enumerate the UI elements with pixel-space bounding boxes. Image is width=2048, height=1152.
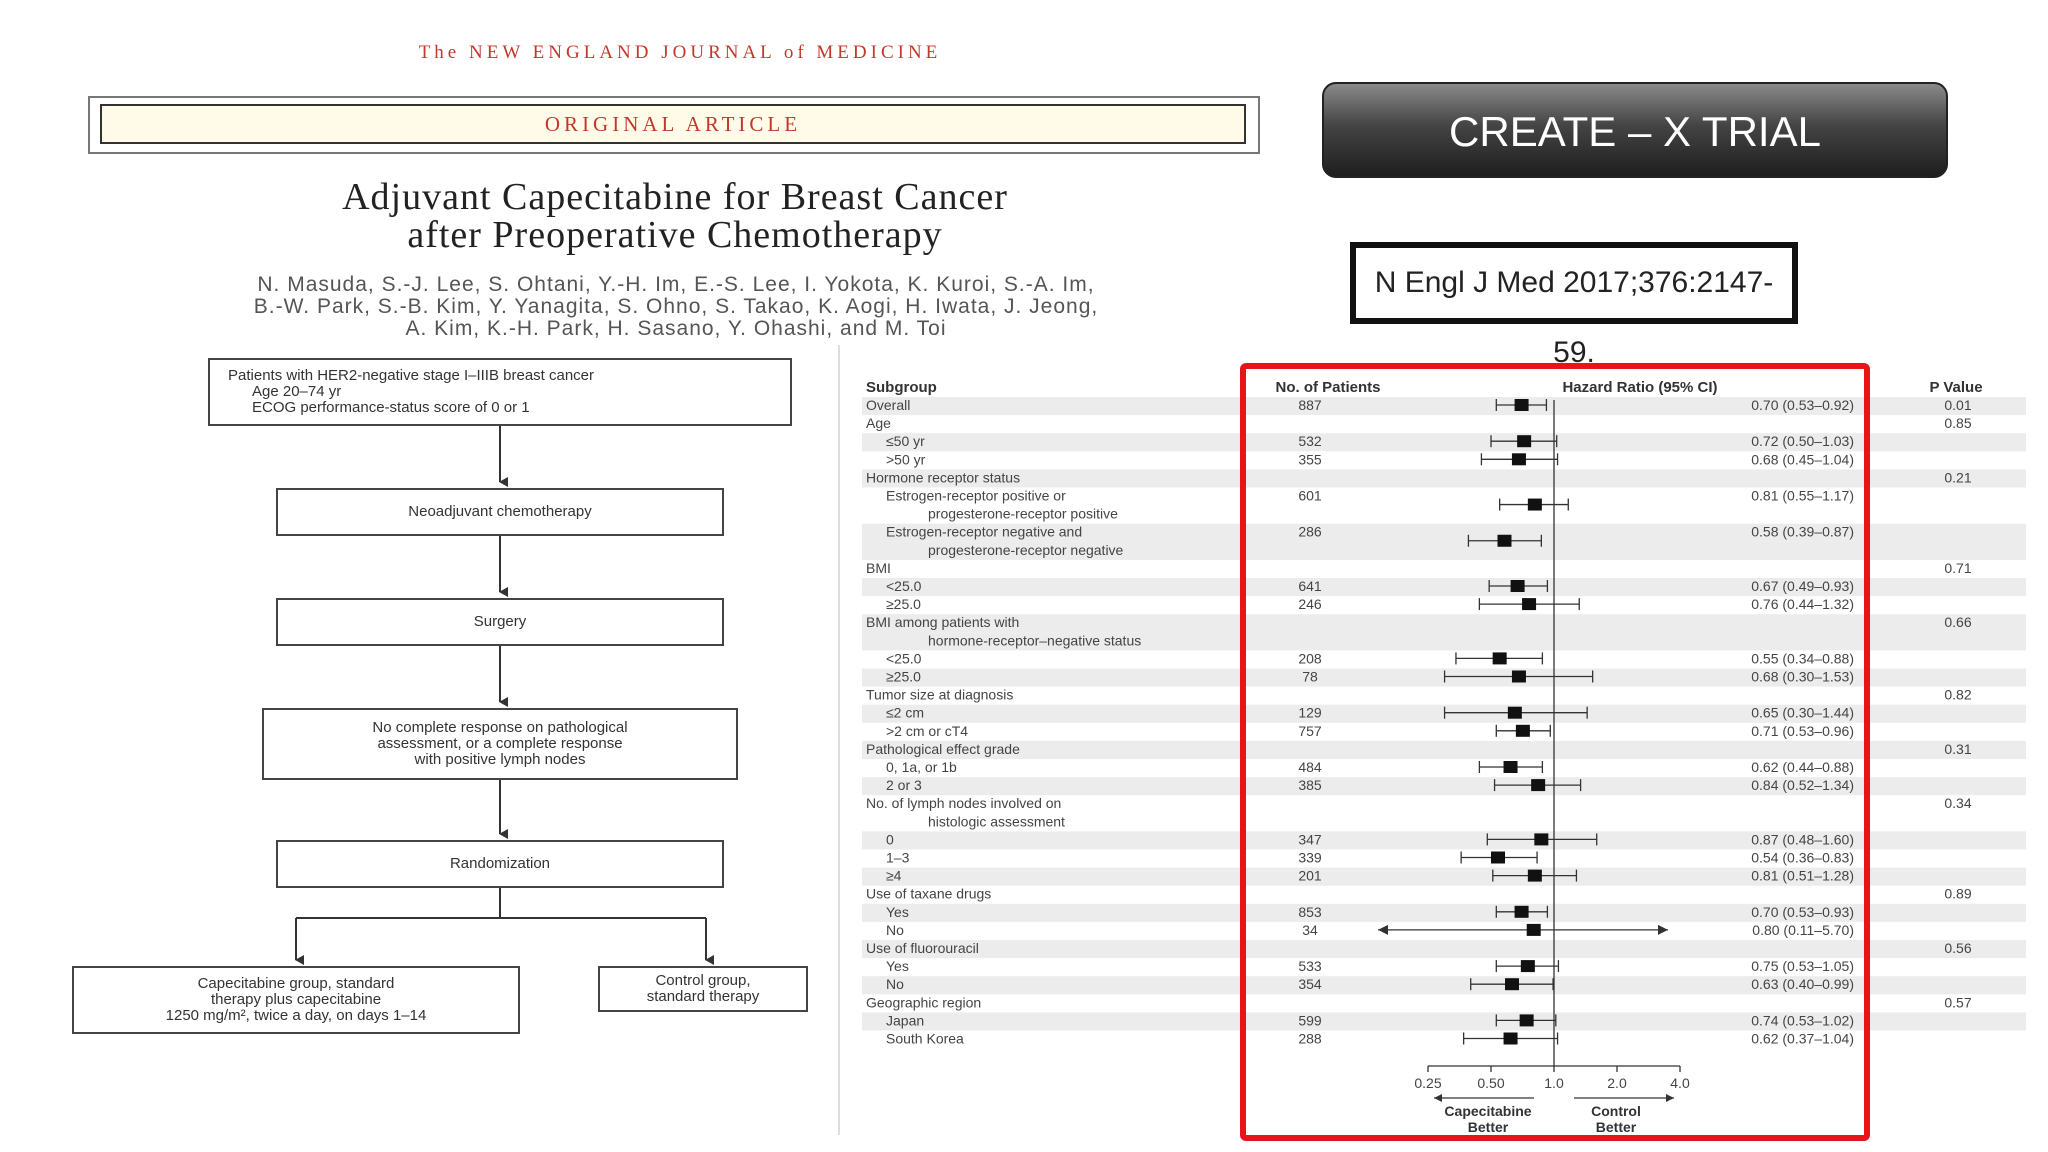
row-patient-count: 601	[1298, 487, 1322, 504]
neoadjuvant-label: Neoadjuvant chemotherapy	[408, 503, 592, 520]
row-label: <25.0	[886, 650, 922, 667]
row-label: BMI among patients with	[866, 614, 1020, 631]
row-hr-text: 0.81 (0.51–1.28)	[1751, 867, 1854, 884]
row-p-value: 0.71	[1944, 559, 1972, 576]
row-patient-count: 201	[1298, 867, 1322, 884]
row-p-value: 0.31	[1944, 740, 1972, 757]
row-label: >2 cm or cT4	[886, 722, 969, 739]
row-patient-count: 853	[1298, 903, 1322, 920]
row-label: Tumor size at diagnosis	[866, 686, 1014, 703]
eligibility-line-1: Patients with HER2-negative stage I–IIIB breast cancer	[228, 367, 595, 384]
row-label: Japan	[886, 1012, 925, 1029]
row-hr-text: 0.62 (0.44–0.88)	[1751, 759, 1854, 775]
row-patient-count: 354	[1298, 976, 1322, 993]
point-estimate	[1528, 499, 1542, 511]
point-estimate	[1504, 761, 1518, 773]
point-estimate	[1515, 906, 1529, 918]
point-estimate	[1515, 399, 1529, 411]
point-estimate	[1521, 960, 1535, 972]
row-p-value: 0.82	[1944, 686, 1972, 703]
row-hr-text: 0.58 (0.39–0.87)	[1751, 523, 1854, 540]
eligibility-line-2: Age 20–74 yr	[252, 383, 342, 400]
row-hr-text: 0.54 (0.36–0.83)	[1751, 849, 1854, 866]
x-tick-label: 4.0	[1670, 1075, 1690, 1091]
row-label: No	[886, 976, 904, 993]
point-estimate	[1511, 580, 1525, 592]
point-estimate	[1527, 924, 1541, 936]
journal-header: The NEW ENGLAND JOURNAL of MEDICINE	[418, 42, 942, 63]
header-patients: No. of Patients	[1275, 379, 1381, 396]
point-estimate	[1504, 1033, 1518, 1045]
row-p-value: 0.66	[1944, 614, 1972, 631]
row-patient-count: 532	[1298, 433, 1322, 450]
row-label: ≤2 cm	[886, 704, 925, 721]
label-better-left: Better	[1467, 1119, 1509, 1135]
row-hr-text: 0.55 (0.34–0.88)	[1751, 650, 1854, 667]
row-label: Estrogen-receptor positive or	[886, 487, 1066, 504]
row-label: Use of taxane drugs	[866, 885, 992, 902]
capecitabine-line-2: therapy plus capecitabine	[210, 991, 382, 1008]
row-patient-count: 533	[1298, 958, 1322, 975]
header-hazard-ratio: Hazard Ratio (95% CI)	[1562, 379, 1718, 396]
row-patient-count: 887	[1298, 397, 1322, 413]
row-label: Age	[866, 415, 891, 432]
row-hr-text: 0.87 (0.48–1.60)	[1751, 831, 1854, 848]
capecitabine-line-3: 1250 mg/m², twice a day, on days 1–14	[165, 1007, 427, 1024]
point-estimate	[1531, 779, 1545, 791]
point-estimate	[1516, 725, 1530, 737]
row-patient-count: 34	[1302, 921, 1318, 938]
row-patient-count: 484	[1298, 759, 1322, 775]
point-estimate	[1505, 978, 1519, 990]
row-label: 1–3	[886, 849, 910, 866]
row-patient-count: 339	[1298, 849, 1322, 866]
section-label: ORIGINAL ARTICLE	[100, 104, 1246, 144]
row-hr-text: 0.65 (0.30–1.44)	[1751, 704, 1854, 721]
row-label: hormone-receptor–negative status	[928, 632, 1142, 649]
header-p-value: P Value	[1929, 379, 1983, 396]
randomization-label: Randomization	[449, 855, 551, 872]
label-better-right: Better	[1595, 1119, 1637, 1135]
row-p-value: 0.89	[1944, 885, 1972, 902]
x-tick-label: 0.50	[1477, 1075, 1505, 1091]
authors-line-1: N. Masuda, S.-J. Lee, S. Ohtani, Y.-H. Im, E.-S. Lee, I. Yokota, K. Kuroi, S.-A. Im,	[257, 273, 1095, 296]
point-estimate	[1491, 852, 1505, 864]
eligibility-line-3: ECOG performance-status score of 0 or 1	[252, 399, 530, 416]
row-label: No. of lymph nodes involved on	[866, 795, 1062, 812]
row-patient-count: 246	[1298, 596, 1322, 613]
label-control: Control	[1591, 1103, 1641, 1119]
point-estimate	[1497, 535, 1511, 547]
x-tick-label: 1.0	[1544, 1075, 1564, 1091]
row-patient-count: 385	[1298, 777, 1322, 794]
authors-line-2: B.-W. Park, S.-B. Kim, Y. Yanagita, S. Ohno, S. Takao, K. Aogi, H. Iwata, J. Jeong,	[253, 295, 1099, 318]
row-p-value: 0.34	[1944, 795, 1972, 812]
ci-arrow-left	[1378, 925, 1388, 935]
row-patient-count: 347	[1298, 831, 1322, 848]
point-estimate	[1512, 671, 1526, 683]
ci-arrow-right	[1658, 925, 1668, 935]
capecitabine-line-1: Capecitabine group, standard	[197, 975, 395, 992]
control-line-1: Control group,	[655, 972, 751, 989]
response-line-1: No complete response on pathological	[372, 719, 628, 736]
row-patient-count: 355	[1298, 451, 1322, 468]
row-label: 0	[886, 831, 894, 848]
point-estimate	[1528, 870, 1542, 882]
row-hr-text: 0.68 (0.30–1.53)	[1751, 668, 1854, 685]
row-label: Estrogen-receptor negative and	[886, 523, 1083, 540]
row-p-value: 0.56	[1944, 940, 1972, 956]
row-label: Yes	[886, 903, 909, 920]
point-estimate	[1522, 598, 1536, 610]
row-label: South Korea	[886, 1030, 964, 1047]
row-shade	[862, 741, 2026, 759]
citation-box: N Engl J Med 2017;376:2147-59.	[1350, 242, 1798, 324]
trial-name-banner: CREATE – X TRIAL	[1322, 82, 1948, 178]
row-shade	[862, 469, 2026, 487]
x-tick-label: 0.25	[1414, 1075, 1442, 1091]
row-label: Geographic region	[866, 994, 982, 1011]
row-hr-text: 0.63 (0.40–0.99)	[1751, 976, 1854, 993]
row-patient-count: 208	[1298, 650, 1322, 667]
row-hr-text: 0.74 (0.53–1.02)	[1751, 1012, 1854, 1029]
surgery-label: Surgery	[473, 613, 527, 630]
row-hr-text: 0.75 (0.53–1.05)	[1751, 958, 1854, 975]
row-label: progesterone-receptor negative	[928, 541, 1124, 558]
row-hr-text: 0.72 (0.50–1.03)	[1751, 433, 1854, 450]
row-patient-count: 129	[1298, 704, 1322, 721]
row-hr-text: 0.70 (0.53–0.92)	[1751, 397, 1854, 413]
title-line-2: after Preoperative Chemotherapy	[407, 214, 943, 256]
point-estimate	[1534, 833, 1548, 845]
row-label: BMI	[866, 559, 891, 576]
row-label: <25.0	[886, 578, 922, 594]
row-hr-text: 0.70 (0.53–0.93)	[1751, 903, 1854, 920]
point-estimate	[1508, 707, 1522, 719]
row-hr-text: 0.71 (0.53–0.96)	[1751, 722, 1854, 739]
row-patient-count: 599	[1298, 1012, 1322, 1029]
row-label: Yes	[886, 958, 909, 975]
row-p-value: 0.85	[1944, 415, 1972, 432]
row-p-value: 0.01	[1944, 397, 1972, 413]
row-label: histologic assessment	[928, 813, 1065, 830]
row-hr-text: 0.67 (0.49–0.93)	[1751, 578, 1854, 594]
row-label: >50 yr	[886, 451, 926, 468]
row-patient-count: 757	[1298, 722, 1322, 739]
row-label: Hormone receptor status	[866, 469, 1021, 486]
title-line-1: Adjuvant Capecitabine for Breast Cancer	[342, 176, 1008, 218]
row-label: ≥25.0	[886, 596, 921, 613]
response-line-3: with positive lymph nodes	[414, 751, 586, 768]
row-patient-count: 78	[1302, 668, 1318, 685]
row-hr-text: 0.68 (0.45–1.04)	[1751, 451, 1854, 468]
row-label: ≥4	[886, 867, 902, 884]
right-arrowhead	[1666, 1094, 1674, 1102]
row-p-value: 0.21	[1944, 469, 1972, 486]
row-patient-count: 286	[1298, 523, 1322, 540]
row-patient-count: 288	[1298, 1030, 1322, 1047]
row-hr-text: 0.84 (0.52–1.34)	[1751, 777, 1854, 794]
row-hr-text: 0.62 (0.37–1.04)	[1751, 1030, 1854, 1047]
row-label: 0, 1a, or 1b	[886, 759, 957, 775]
header-subgroup: Subgroup	[866, 379, 937, 396]
point-estimate	[1493, 652, 1507, 664]
row-shade	[862, 940, 2026, 958]
row-label: progesterone-receptor positive	[928, 505, 1118, 522]
row-hr-text: 0.81 (0.55–1.17)	[1751, 487, 1854, 504]
row-shade	[862, 614, 2026, 632]
row-label: Use of fluorouracil	[866, 940, 979, 956]
row-label: 2 or 3	[886, 777, 922, 794]
x-tick-label: 2.0	[1607, 1075, 1627, 1091]
row-label: No	[886, 921, 904, 938]
row-label: Pathological effect grade	[866, 740, 1020, 757]
row-hr-text: 0.76 (0.44–1.32)	[1751, 596, 1854, 613]
row-label: ≤50 yr	[886, 433, 925, 450]
control-line-2: standard therapy	[646, 988, 760, 1005]
response-line-2: assessment, or a complete response	[377, 735, 623, 752]
row-label: ≥25.0	[886, 668, 921, 685]
label-capecitabine: Capecitabine	[1444, 1103, 1532, 1119]
row-hr-text: 0.80 (0.11–5.70)	[1752, 921, 1854, 938]
point-estimate	[1517, 435, 1531, 447]
row-p-value: 0.57	[1944, 994, 1972, 1011]
point-estimate	[1520, 1014, 1534, 1026]
left-arrowhead	[1434, 1094, 1442, 1102]
point-estimate	[1512, 453, 1526, 465]
row-label: Overall	[866, 397, 911, 413]
row-patient-count: 641	[1298, 578, 1322, 594]
authors-line-3: A. Kim, K.-H. Park, H. Sasano, Y. Ohashi, and M. Toi	[405, 317, 947, 340]
